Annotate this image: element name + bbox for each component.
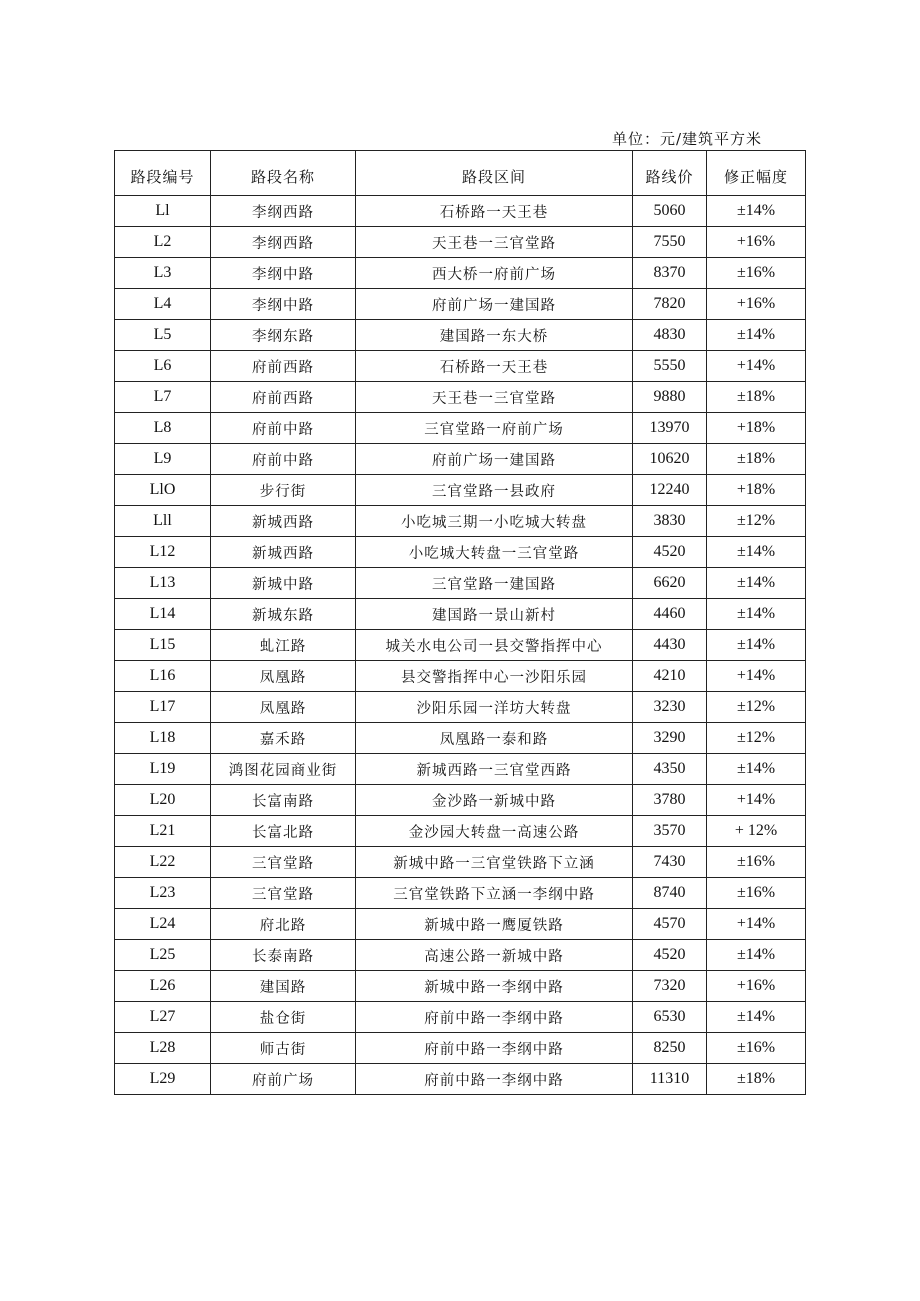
table-row — [115, 289, 806, 320]
cell-road-range: 三官堂路一建国路 — [356, 568, 633, 599]
cell-road-name: 凤凰路 — [211, 661, 356, 692]
cell-adjust-range: ±16% — [707, 258, 806, 289]
cell-road-name: 三官堂路 — [211, 878, 356, 909]
cell-adjust-range: ±18% — [707, 444, 806, 475]
cell-road-name: 府前广场 — [211, 1064, 356, 1095]
table-row — [115, 475, 806, 506]
cell-road-range: 三官堂铁路下立涵一李纲中路 — [356, 878, 633, 909]
cell-road-name: 李纲西路 — [211, 196, 356, 227]
table-row — [115, 382, 806, 413]
cell-route-price: 4350 — [633, 754, 707, 785]
cell-road-name: 长富南路 — [211, 785, 356, 816]
table-row — [115, 444, 806, 475]
cell-route-price: 3780 — [633, 785, 707, 816]
cell-adjust-range: +14% — [707, 351, 806, 382]
cell-road-range: 府前中路一李纲中路 — [356, 1033, 633, 1064]
table-row — [115, 568, 806, 599]
cell-adjust-range: ±16% — [707, 878, 806, 909]
cell-adjust-range: ±16% — [707, 847, 806, 878]
cell-adjust-range: ±18% — [707, 382, 806, 413]
cell-road-name: 府前中路 — [211, 413, 356, 444]
cell-route-price: 7430 — [633, 847, 707, 878]
cell-adjust-range: ±12% — [707, 506, 806, 537]
cell-road-range: 新城西路一三官堂西路 — [356, 754, 633, 785]
table-row — [115, 661, 806, 692]
road-price-table — [114, 150, 806, 1095]
table-row — [115, 754, 806, 785]
cell-route-price: 4830 — [633, 320, 707, 351]
cell-adjust-range: +14% — [707, 661, 806, 692]
table-row — [115, 1002, 806, 1033]
cell-adjust-range: ±14% — [707, 940, 806, 971]
cell-road-code: L12 — [115, 537, 211, 568]
cell-road-code: L22 — [115, 847, 211, 878]
cell-road-name: 步行街 — [211, 475, 356, 506]
table-row — [115, 723, 806, 754]
cell-route-price: 12240 — [633, 475, 707, 506]
cell-road-name: 鸿图花园商业街 — [211, 754, 356, 785]
table-row — [115, 506, 806, 537]
table-row — [115, 196, 806, 227]
cell-road-range: 天王巷一三官堂路 — [356, 382, 633, 413]
cell-road-range: 三官堂路一县政府 — [356, 475, 633, 506]
cell-road-range: 建国路一东大桥 — [356, 320, 633, 351]
cell-route-price: 8370 — [633, 258, 707, 289]
cell-adjust-range: ±14% — [707, 599, 806, 630]
cell-road-range: 小吃城三期一小吃城大转盘 — [356, 506, 633, 537]
cell-route-price: 6530 — [633, 1002, 707, 1033]
cell-road-range: 府前广场一建国路 — [356, 444, 633, 475]
cell-road-name: 府北路 — [211, 909, 356, 940]
cell-route-price: 7320 — [633, 971, 707, 1002]
cell-road-range: 沙阳乐园一洋坊大转盘 — [356, 692, 633, 723]
cell-road-code: L8 — [115, 413, 211, 444]
cell-road-name: 建国路 — [211, 971, 356, 1002]
cell-route-price: 4430 — [633, 630, 707, 661]
cell-route-price: 7820 — [633, 289, 707, 320]
cell-route-price: 8250 — [633, 1033, 707, 1064]
cell-route-price: 5060 — [633, 196, 707, 227]
table-row — [115, 847, 806, 878]
cell-adjust-range: +18% — [707, 413, 806, 444]
table-row — [115, 599, 806, 630]
cell-road-name: 三官堂路 — [211, 847, 356, 878]
cell-road-name: 李纲中路 — [211, 289, 356, 320]
cell-road-code: Ll — [115, 196, 211, 227]
header-price: 路线价 — [633, 151, 707, 196]
cell-road-code: L23 — [115, 878, 211, 909]
cell-road-name: 长泰南路 — [211, 940, 356, 971]
cell-road-range: 金沙路一新城中路 — [356, 785, 633, 816]
cell-adjust-range: ±14% — [707, 568, 806, 599]
cell-adjust-range: +14% — [707, 785, 806, 816]
cell-adjust-range: ±12% — [707, 723, 806, 754]
cell-road-code: L28 — [115, 1033, 211, 1064]
table-row — [115, 692, 806, 723]
cell-road-name: 新城西路 — [211, 537, 356, 568]
cell-adjust-range: ±14% — [707, 630, 806, 661]
cell-route-price: 4520 — [633, 537, 707, 568]
unit-label: 单位：元/建筑平方米 — [612, 130, 763, 148]
cell-road-code: L15 — [115, 630, 211, 661]
cell-road-name: 府前西路 — [211, 382, 356, 413]
table-row — [115, 320, 806, 351]
cell-adjust-range: ±14% — [707, 754, 806, 785]
cell-adjust-range: +14% — [707, 909, 806, 940]
cell-road-code: L6 — [115, 351, 211, 382]
cell-road-name: 虬江路 — [211, 630, 356, 661]
cell-road-range: 新城中路一李纲中路 — [356, 971, 633, 1002]
cell-road-code: L24 — [115, 909, 211, 940]
table-row — [115, 413, 806, 444]
table-body — [115, 196, 806, 1095]
cell-route-price: 4210 — [633, 661, 707, 692]
table-row — [115, 785, 806, 816]
cell-road-name: 新城东路 — [211, 599, 356, 630]
cell-road-code: L5 — [115, 320, 211, 351]
cell-road-code: L9 — [115, 444, 211, 475]
cell-road-code: L20 — [115, 785, 211, 816]
cell-road-range: 府前中路一李纲中路 — [356, 1064, 633, 1095]
cell-road-range: 小吃城大转盘一三官堂路 — [356, 537, 633, 568]
cell-road-range: 天王巷一三官堂路 — [356, 227, 633, 258]
cell-road-code: L4 — [115, 289, 211, 320]
cell-route-price: 11310 — [633, 1064, 707, 1095]
cell-road-name: 李纲中路 — [211, 258, 356, 289]
cell-route-price: 6620 — [633, 568, 707, 599]
cell-road-name: 新城西路 — [211, 506, 356, 537]
cell-adjust-range: ±14% — [707, 1002, 806, 1033]
table-row — [115, 909, 806, 940]
cell-road-name: 新城中路 — [211, 568, 356, 599]
cell-road-code: L27 — [115, 1002, 211, 1033]
cell-road-code: L19 — [115, 754, 211, 785]
header-row — [115, 151, 806, 196]
table-row — [115, 971, 806, 1002]
cell-road-name: 凤凰路 — [211, 692, 356, 723]
cell-road-range: 建国路一景山新村 — [356, 599, 633, 630]
cell-road-range: 府前广场一建国路 — [356, 289, 633, 320]
cell-road-name: 盐仓街 — [211, 1002, 356, 1033]
cell-road-name: 李纲西路 — [211, 227, 356, 258]
cell-road-range: 县交警指挥中心一沙阳乐园 — [356, 661, 633, 692]
cell-road-code: L13 — [115, 568, 211, 599]
cell-road-name: 府前西路 — [211, 351, 356, 382]
cell-road-code: L3 — [115, 258, 211, 289]
cell-road-code: L25 — [115, 940, 211, 971]
cell-route-price: 9880 — [633, 382, 707, 413]
cell-road-code: L17 — [115, 692, 211, 723]
header-range: 路段区间 — [356, 151, 633, 196]
cell-road-range: 石桥路一天王巷 — [356, 196, 633, 227]
cell-route-price: 10620 — [633, 444, 707, 475]
cell-road-code: LlO — [115, 475, 211, 506]
cell-road-range: 城关水电公司一县交警指挥中心 — [356, 630, 633, 661]
cell-road-code: L18 — [115, 723, 211, 754]
cell-road-code: L7 — [115, 382, 211, 413]
table-row — [115, 816, 806, 847]
cell-adjust-range: ±18% — [707, 1064, 806, 1095]
cell-road-name: 长富北路 — [211, 816, 356, 847]
cell-road-name: 师古街 — [211, 1033, 356, 1064]
cell-road-code: L16 — [115, 661, 211, 692]
cell-adjust-range: ±12% — [707, 692, 806, 723]
cell-route-price: 3830 — [633, 506, 707, 537]
cell-road-range: 石桥路一天王巷 — [356, 351, 633, 382]
cell-adjust-range: ±14% — [707, 196, 806, 227]
header-code: 路段编号 — [115, 151, 211, 196]
table-row — [115, 630, 806, 661]
cell-route-price: 3230 — [633, 692, 707, 723]
cell-road-range: 三官堂路一府前广场 — [356, 413, 633, 444]
cell-adjust-range: +16% — [707, 971, 806, 1002]
cell-road-range: 凤凰路一泰和路 — [356, 723, 633, 754]
cell-road-range: 西大桥一府前广场 — [356, 258, 633, 289]
table-row — [115, 227, 806, 258]
cell-adjust-range: ±14% — [707, 537, 806, 568]
cell-road-range: 新城中路一三官堂铁路下立涵 — [356, 847, 633, 878]
cell-adjust-range: +18% — [707, 475, 806, 506]
header-name: 路段名称 — [211, 151, 356, 196]
table-row — [115, 1064, 806, 1095]
cell-route-price: 4460 — [633, 599, 707, 630]
cell-road-code: L14 — [115, 599, 211, 630]
cell-adjust-range: + 12% — [707, 816, 806, 847]
table-row — [115, 258, 806, 289]
cell-adjust-range: +16% — [707, 289, 806, 320]
table-row — [115, 351, 806, 382]
cell-road-range: 高速公路一新城中路 — [356, 940, 633, 971]
cell-road-code: L2 — [115, 227, 211, 258]
cell-road-code: L29 — [115, 1064, 211, 1095]
cell-route-price: 13970 — [633, 413, 707, 444]
table-row — [115, 1033, 806, 1064]
cell-road-code: L21 — [115, 816, 211, 847]
cell-road-code: Lll — [115, 506, 211, 537]
cell-road-range: 金沙园大转盘一高速公路 — [356, 816, 633, 847]
table-row — [115, 878, 806, 909]
header-adjust: 修正幅度 — [707, 151, 806, 196]
cell-road-code: L26 — [115, 971, 211, 1002]
cell-route-price: 4520 — [633, 940, 707, 971]
cell-route-price: 4570 — [633, 909, 707, 940]
cell-adjust-range: ±16% — [707, 1033, 806, 1064]
cell-adjust-range: ±14% — [707, 320, 806, 351]
cell-road-name: 李纲东路 — [211, 320, 356, 351]
cell-road-name: 嘉禾路 — [211, 723, 356, 754]
cell-route-price: 8740 — [633, 878, 707, 909]
cell-route-price: 3290 — [633, 723, 707, 754]
cell-route-price: 7550 — [633, 227, 707, 258]
table-row — [115, 537, 806, 568]
cell-route-price: 5550 — [633, 351, 707, 382]
table-row — [115, 940, 806, 971]
cell-road-range: 府前中路一李纲中路 — [356, 1002, 633, 1033]
cell-road-range: 新城中路一鹰厦铁路 — [356, 909, 633, 940]
cell-route-price: 3570 — [633, 816, 707, 847]
cell-road-name: 府前中路 — [211, 444, 356, 475]
cell-adjust-range: +16% — [707, 227, 806, 258]
